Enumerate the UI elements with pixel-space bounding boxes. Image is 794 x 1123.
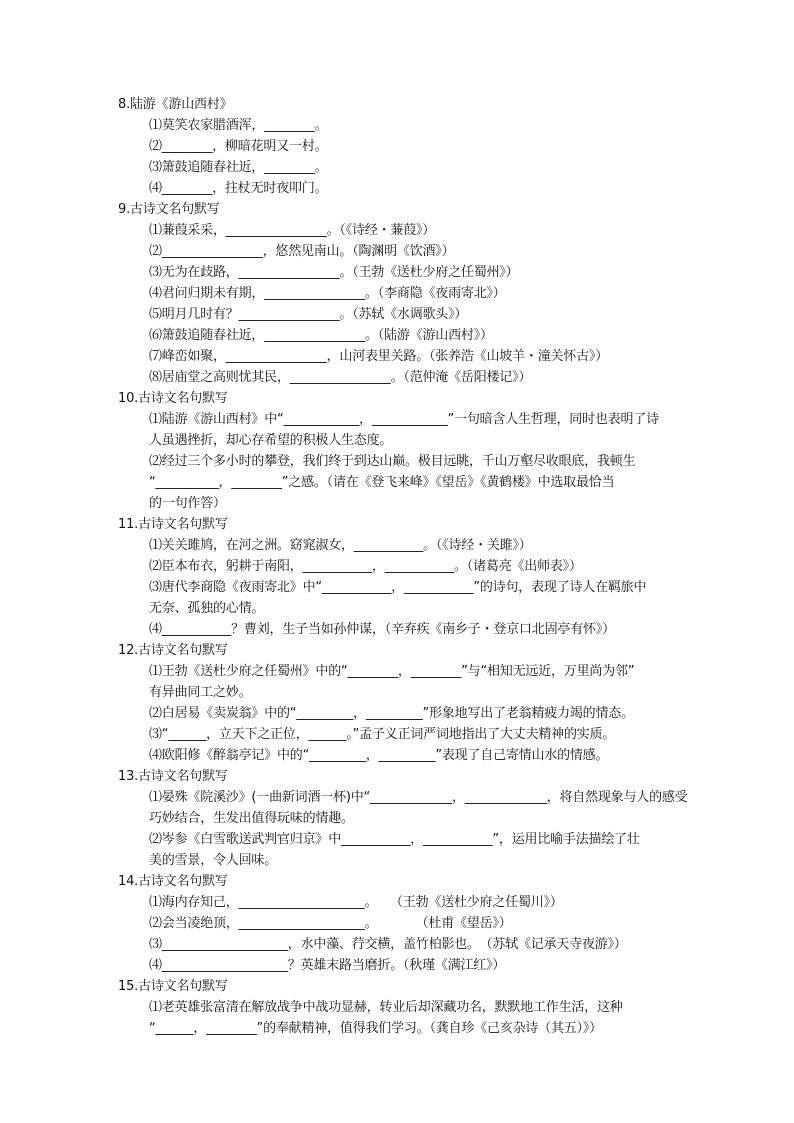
question-10-item-1-continued: 人虽遇挫折，却心存希望的积极人生态度。 (149, 433, 393, 448)
question-12-item-4: ⑷欧阳修《醉翁亭记》中的“_________，_________”表现了自己寄情山水的情感。 (149, 748, 609, 763)
question-9-item-1: ⑴蒹葭采采，________________。（《诗经・蒹葭》） (149, 223, 436, 238)
question-11-heading: 11.古诗文名句默写 (118, 517, 228, 532)
question-9-item-3: ⑶无为在歧路，________________。（王勃《送杜少府之任蜀州》） (149, 265, 519, 280)
question-8-item-1: ⑴莫笑农家腊酒浑，________。 (149, 118, 328, 133)
question-11-item-3: ⑶唐代李商隐《夜雨寄北》中“___________，___________”的诗句，表现了诗人在羁旅中 (149, 580, 647, 595)
question-15-heading: 15.古诗文名句默写 (118, 979, 228, 994)
question-9-heading: 9.古诗文名句默写 (118, 202, 220, 217)
question-10-item-2-end: 的一句作答） (149, 496, 226, 511)
question-14-heading: 14.古诗文名句默写 (118, 874, 228, 889)
question-8-heading: 8.陆游《游山西村》 (118, 97, 233, 112)
question-13-item-1: ⑴晏殊《院溪沙》(一曲新词酒一杯)中“_____________，_____________，将自然现象与人的感受 (149, 790, 688, 805)
question-12-heading: 12.古诗文名句默写 (118, 643, 228, 658)
question-8-item-2: ⑵________，柳暗花明又一村。 (149, 139, 328, 154)
question-12-item-2: ⑵白居易《卖炭翁》中的“_________，_________”形象地写出了老翁精疲力竭的情态。 (149, 706, 634, 721)
question-10-item-1: ⑴陆游《游山西村》中“____________，____________”一句暗含人生哲理，同时也表明了诗 (149, 412, 659, 427)
question-10-item-2-continued: “__________，________”之感。（请在《登飞来峰》《望岳》《黄鹤楼》中选取最恰当 (149, 475, 615, 490)
question-15-item-1-continued: “______，________”的奉献精神，值得我们学习。（龚自珍《己亥杂诗（其五）》） (149, 1021, 602, 1036)
question-14-item-1: ⑴海内存知己，____________________。 （王勃《送杜少府之任蜀川》） (149, 895, 563, 910)
question-9-item-2: ⑵________________，悠然见南山。（陶渊明《饮酒》） (149, 244, 455, 259)
question-9-item-6: ⑹箫鼓追随春社近，________________。（陆游《游山西村》） (149, 328, 493, 343)
question-14-item-2: ⑵会当凌绝顶，____________________。 （杜甫《望岳》） (149, 916, 512, 931)
question-11-item-3-continued: 无奈、孤独的心情。 (149, 601, 265, 616)
question-13-item-1-continued: 巧妙结合，生发出值得玩味的情趣。 (149, 811, 354, 826)
question-9-item-8: ⑻居庙堂之高则忧其民，________________。（范仲淹《岳阳楼记》） (149, 370, 532, 385)
question-10-item-2: ⑵经过三个多小时的攀登，我们终于到达山巅。极目远眺，千山万壑尽收眼底，我顿生 (149, 454, 636, 469)
question-13-item-2: ⑵岑参《白雪歌送武判官归京》中___________，___________”，运用比喻手法描绘了壮 (149, 832, 640, 847)
question-15-item-1: ⑴老英雄张富清在解放战争中战功显赫，转业后却深藏功名，默默地工作生活，这种 (149, 1000, 623, 1015)
question-11-item-1: ⑴关关雎鸠，在河之洲。窈窕淑女，___________。（《诗经・关雎》） (149, 538, 532, 553)
question-12-item-3: ⑶“______，立天下之正位，______。”孟子义正词严词地指出了大丈夫精神的实质。 (149, 727, 616, 742)
question-8-item-4: ⑷________，拄杖无时夜叩门。 (149, 181, 328, 196)
question-9-item-7: ⑺峰峦如聚，________________，山河表里关路。（张养浩《山坡羊・潼关怀古》） (149, 349, 609, 364)
question-14-item-4: ⑷____________________？英雄末路当磨折。（秋瑾《满江红》） (149, 958, 506, 973)
question-12-item-1: ⑴王勃《送杜少府之任蜀州》中的“________，________”与“相知无远近，万里尚为邻” (149, 664, 635, 679)
question-10-heading: 10.古诗文名句默写 (118, 391, 228, 406)
question-9-item-5: ⑸明月几时有？________________。（苏轼《水调歌头》） (149, 307, 468, 322)
question-12-item-1-continued: 有异曲同工之妙。 (149, 685, 252, 700)
question-9-item-4: ⑷君问归期未有期，________________。（李商隐《夜雨寄北》） (149, 286, 506, 301)
question-14-item-3: ⑶____________________，水中藻、荇交横，盖竹柏影也。 （苏轼《记承天寺夜游》） (149, 937, 627, 952)
question-11-item-2: ⑵臣本布衣，躬耕于南阳，___________，___________。（诸葛亮《出师表》） (149, 559, 582, 574)
question-11-item-4: ⑷___________？曹刘，生子当如孙仲谋，（辛弃疾《南乡子・登京口北固亭有怀》） (149, 622, 615, 637)
question-8-item-3: ⑶箫鼓追随春社近，________。 (149, 160, 328, 175)
question-13-item-2-continued: 美的雪景，令人回味。 (149, 853, 278, 868)
question-13-heading: 13.古诗文名句默写 (118, 769, 228, 784)
